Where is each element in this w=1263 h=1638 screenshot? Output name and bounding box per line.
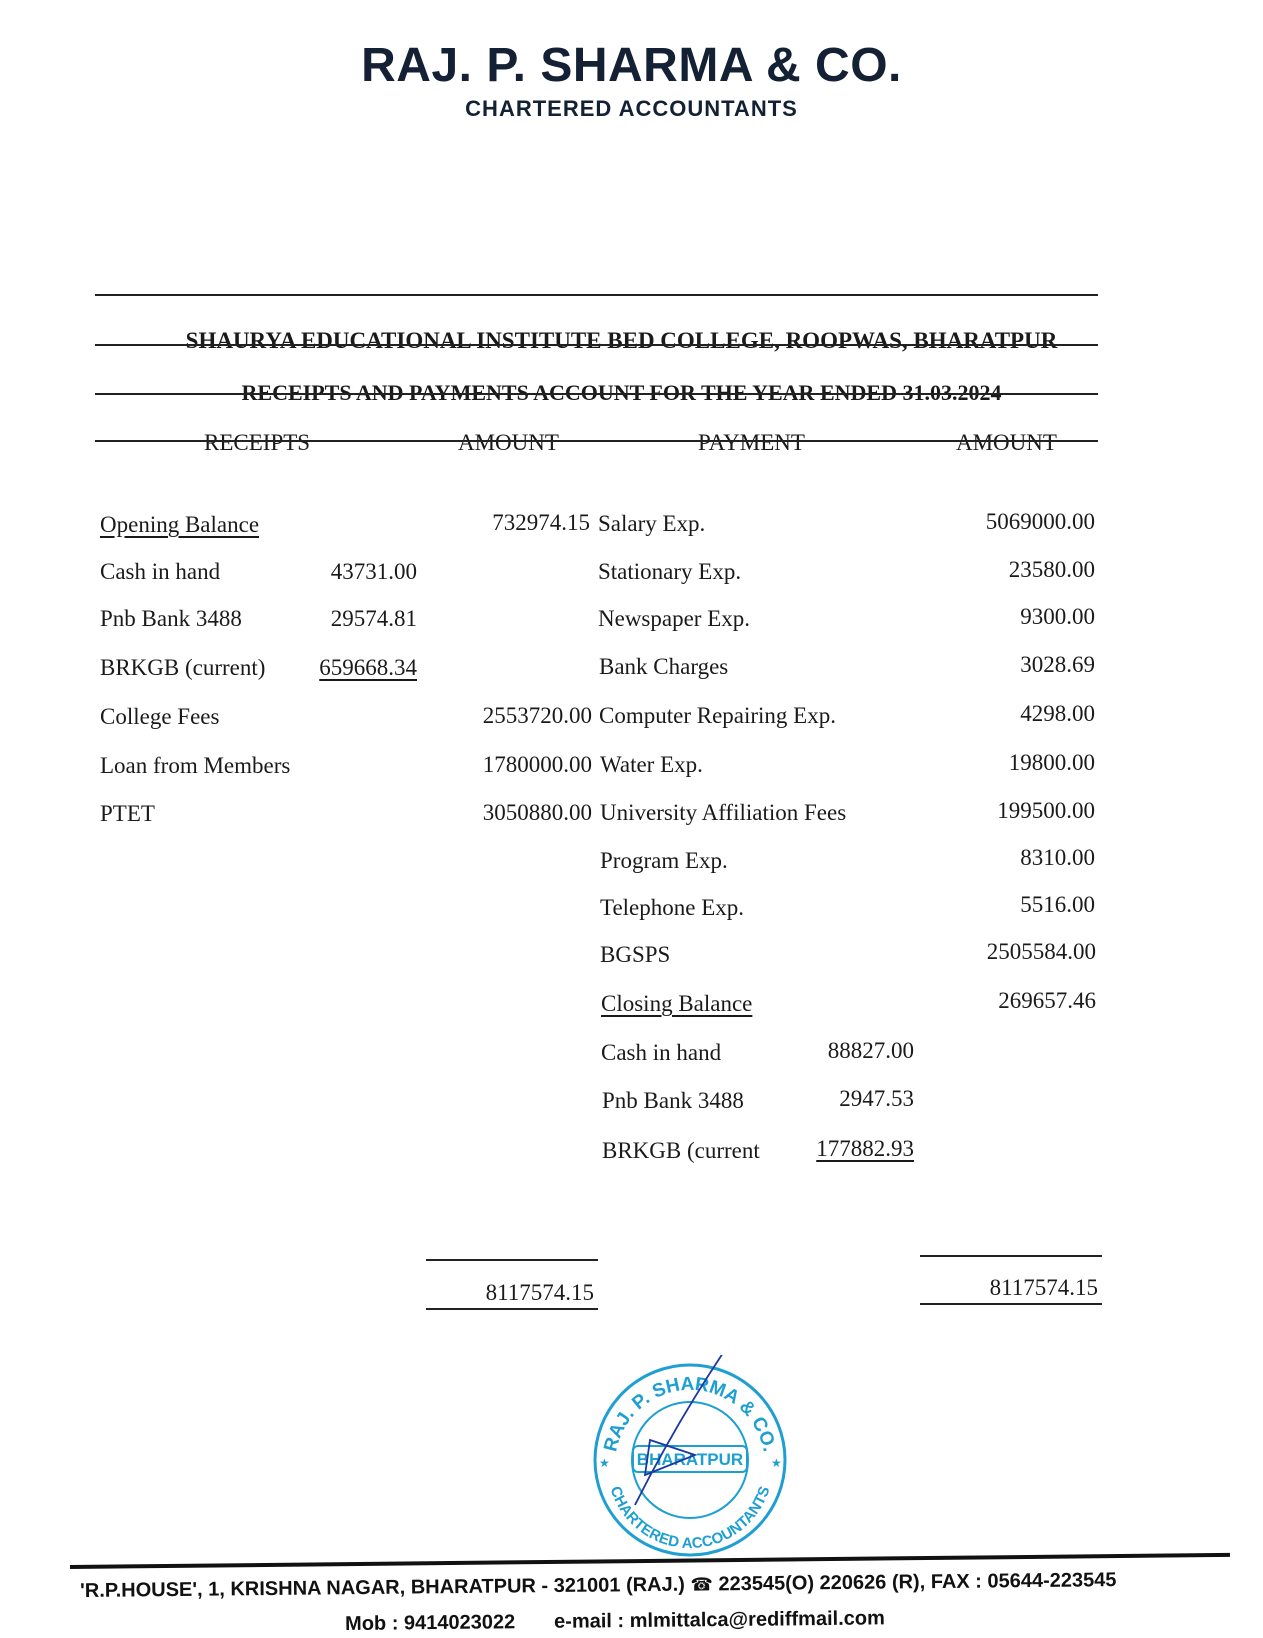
footer-address: [80, 1569, 1117, 1603]
payment-amount: 23580.00: [1008, 557, 1095, 582]
firm-seal-stamp: [585, 1355, 795, 1565]
receipt-label: Opening Balance: [100, 512, 260, 537]
payment-label: Salary Exp.: [598, 511, 706, 536]
receipt-label: Cash in hand: [100, 559, 221, 584]
payment-label: Newspaper Exp.: [598, 606, 751, 631]
payment-amount: 269657.46: [998, 988, 1096, 1013]
payment-amount: 8310.00: [1020, 845, 1095, 870]
receipt-label: College Fees: [100, 704, 220, 729]
payment-amount: 19800.00: [1008, 750, 1095, 775]
receipt-sub-amount: 43731.00: [330, 559, 417, 584]
svg-text:RAJ. P. SHARMA & CO.: RAJ. P. SHARMA & CO.: [600, 1373, 780, 1454]
payment-label: Pnb Bank 3488: [602, 1088, 744, 1113]
signature-icon: [635, 1355, 725, 1505]
payment-label: BGSPS: [600, 942, 671, 967]
receipt-amount: 1780000.00: [482, 752, 592, 777]
payments-total-rule-bottom: [920, 1303, 1102, 1305]
payment-amount: 9300.00: [1020, 604, 1095, 629]
telephone-icon: ☎: [690, 1574, 713, 1595]
svg-text:★: ★: [599, 1456, 610, 1470]
institution-title: SHAURYA EDUCATIONAL INSTITUTE BED COLLEGE, ROOPWAS, BHARATPUR: [185, 328, 1058, 353]
receipt-label: PTET: [100, 801, 155, 826]
payment-amount: 199500.00: [997, 798, 1095, 823]
footer-contact: [345, 1607, 885, 1636]
payment-sub-amount: 177882.93: [816, 1136, 914, 1161]
receipts-total: 8117574.15: [485, 1280, 594, 1305]
receipt-sub-amount: 659668.34: [319, 655, 417, 680]
svg-text:CHARTERED ACCOUNTANTS: CHARTERED ACCOUNTANTS: [606, 1484, 774, 1553]
receipt-amount: 3050880.00: [482, 800, 592, 825]
payments-total-rule-top: [920, 1255, 1102, 1257]
payment-amount: 5069000.00: [985, 509, 1095, 534]
title-rule: [95, 344, 1098, 346]
payment-amount: 3028.69: [1020, 652, 1095, 677]
payment-label: Computer Repairing Exp.: [599, 703, 836, 728]
receipts-total-rule-bottom: [426, 1308, 598, 1310]
payment-label: Stationary Exp.: [598, 559, 742, 584]
payment-amount: 5516.00: [1020, 892, 1095, 917]
payment-amount: 2505584.00: [986, 939, 1096, 964]
footer-email[interactable]: e-mail : mlmittalca@rediffmail.com: [554, 1607, 885, 1633]
top-rule: [95, 294, 1098, 296]
receipt-label: Pnb Bank 3488: [100, 606, 242, 631]
column-payment: PAYMENT: [698, 430, 805, 455]
statement-title: RECEIPTS AND PAYMENTS ACCOUNT FOR THE YEAR ENDED 31.03.2024: [241, 380, 1002, 405]
column-receipts-amount: AMOUNT: [458, 430, 559, 455]
payment-sub-amount: 2947.53: [839, 1086, 914, 1111]
svg-text:★: ★: [771, 1456, 782, 1470]
receipt-amount: 2553720.00: [482, 703, 592, 728]
footer-mobile: Mob : 9414023022: [345, 1611, 516, 1635]
column-payment-amount: AMOUNT: [956, 430, 1057, 455]
payment-label: Bank Charges: [599, 654, 729, 679]
receipt-label: Loan from Members: [100, 753, 291, 778]
payment-label: Cash in hand: [601, 1040, 722, 1065]
receipt-label: BRKGB (current): [100, 655, 266, 680]
header-rule: [95, 440, 1098, 442]
payment-label: Water Exp.: [600, 752, 703, 777]
payment-label: BRKGB (current: [602, 1138, 760, 1163]
footer-address-text: 'R.P.HOUSE', 1, KRISHNA NAGAR, BHARATPUR - 321001 (RAJ.): [80, 1573, 686, 1602]
receipts-total-rule-top: [426, 1259, 598, 1261]
payments-total: 8117574.15: [989, 1275, 1098, 1300]
payment-sub-amount: 88827.00: [827, 1038, 914, 1063]
payment-label: University Affiliation Fees: [600, 800, 847, 825]
receipt-amount: 732974.15: [492, 510, 590, 535]
payment-label: Telephone Exp.: [600, 895, 745, 920]
payment-amount: 4298.00: [1020, 701, 1095, 726]
firm-name: RAJ. P. SHARMA & CO.: [361, 39, 902, 92]
column-receipts: RECEIPTS: [204, 430, 311, 455]
payment-label: Program Exp.: [600, 848, 728, 873]
footer-phone-text: 223545(O) 220626 (R), FAX : 05644-223545: [718, 1569, 1117, 1596]
firm-subtitle: CHARTERED ACCOUNTANTS: [465, 96, 798, 121]
subtitle-rule: [95, 393, 1098, 395]
payment-label: Closing Balance: [601, 991, 753, 1016]
receipt-sub-amount: 29574.81: [330, 606, 417, 631]
svg-text:BHARATPUR: BHARATPUR: [636, 1450, 744, 1469]
